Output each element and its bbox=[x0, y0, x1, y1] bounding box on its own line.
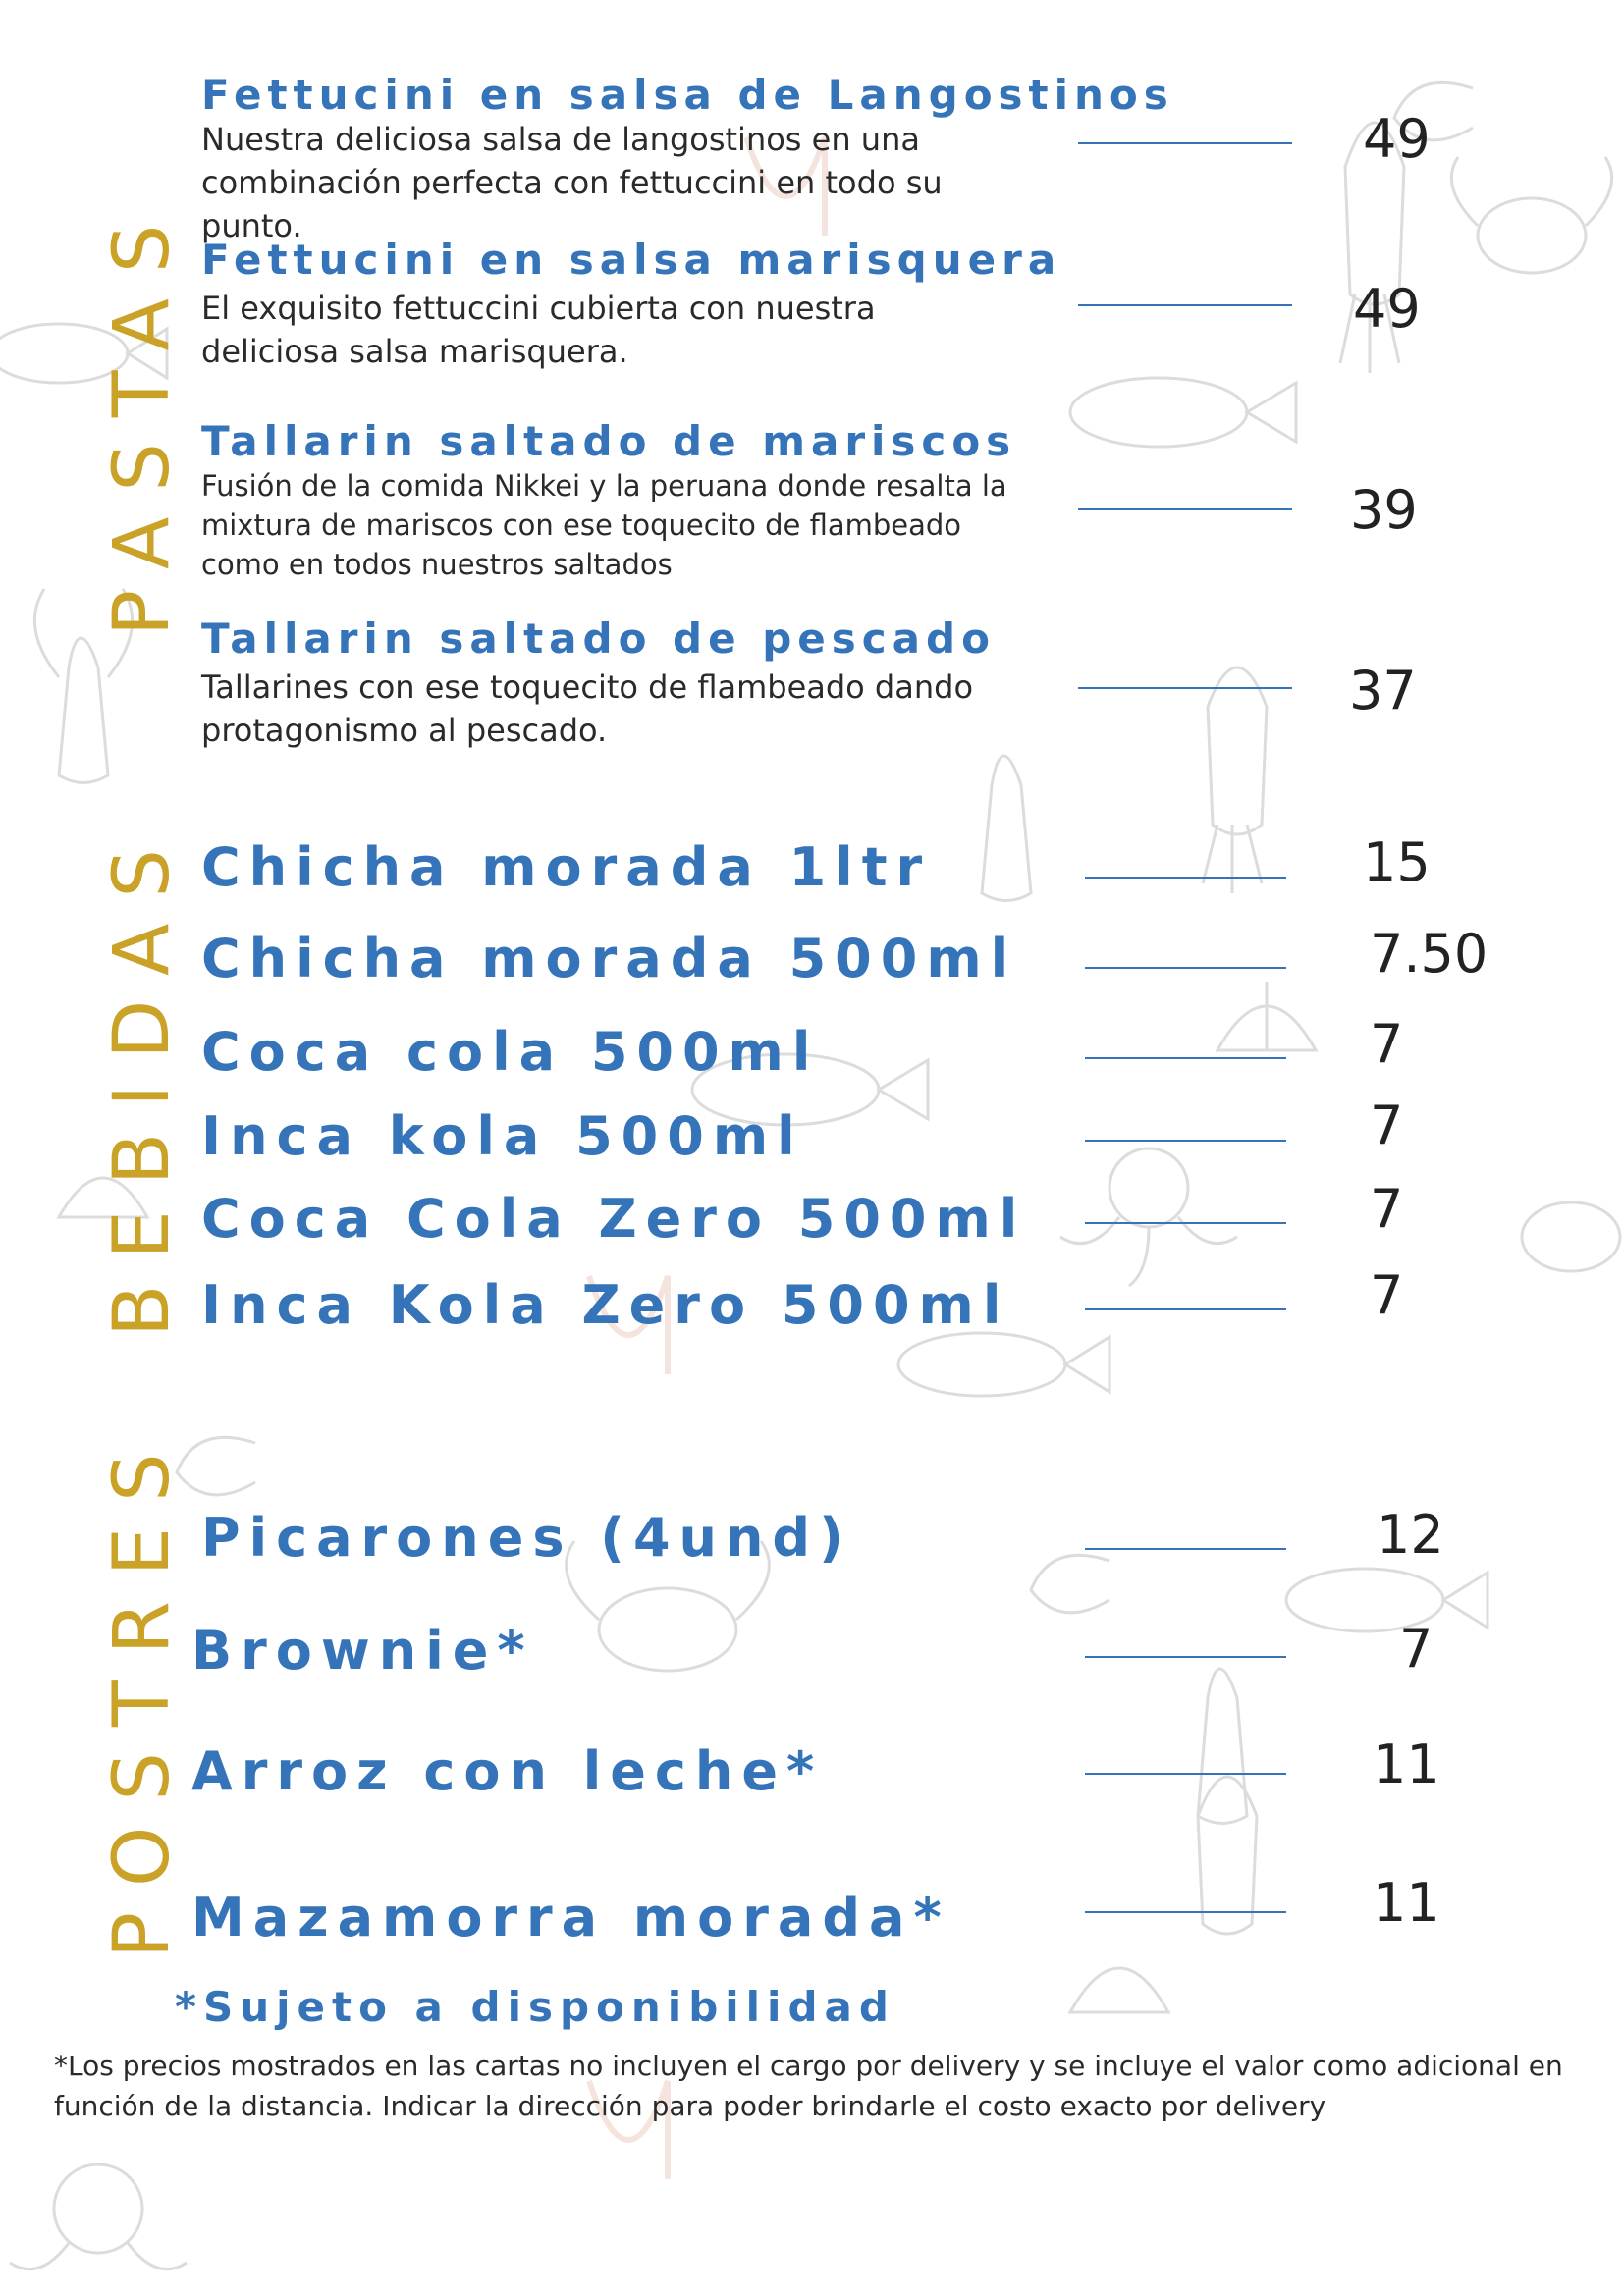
dessert-price: 12 bbox=[1377, 1504, 1444, 1566]
dish-name: Tallarin saltado de mariscos bbox=[201, 417, 1017, 465]
shell-icon bbox=[1217, 982, 1316, 1050]
price-leader-line bbox=[1085, 1222, 1286, 1224]
octopus-icon bbox=[10, 2164, 187, 2269]
dish-name: Fettucini en salsa de Langostinos bbox=[201, 71, 1174, 119]
dish-name: Tallarin saltado de pescado bbox=[201, 614, 996, 663]
dish-price: 49 bbox=[1353, 278, 1421, 340]
price-leader-line bbox=[1085, 967, 1286, 969]
dessert-name: Picarones (4und) bbox=[201, 1507, 852, 1569]
price-leader-line bbox=[1085, 1911, 1286, 1913]
fish-icon bbox=[1286, 1569, 1488, 1631]
drink-price: 15 bbox=[1363, 831, 1431, 893]
price-leader-line bbox=[1085, 1308, 1286, 1310]
dish-description: Fusión de la comida Nikkei y la peruana donde resalta la mixtura de mariscos con ese toquecito de flambeado como en todos nuestros saltados bbox=[201, 469, 1007, 581]
dish-description: Tallarines con ese toquecito de flambeado dando protagonismo al pescado. bbox=[201, 668, 974, 749]
shrimp-icon bbox=[1031, 1555, 1109, 1613]
section-label-bebidas: BEBIDAS bbox=[98, 824, 187, 1337]
octopus-icon bbox=[1060, 1148, 1237, 1286]
crab-icon bbox=[1451, 157, 1611, 273]
price-leader-line bbox=[1078, 304, 1292, 306]
fish-icon bbox=[1070, 378, 1296, 447]
drink-name: Coca cola 500ml bbox=[201, 1021, 820, 1083]
section-label-postres: POSTRES bbox=[98, 1427, 187, 1958]
shell-icon bbox=[1070, 1968, 1168, 2012]
dish-description: El exquisito fettuccini cubierta con nuestra deliciosa salsa marisquera. bbox=[201, 290, 876, 370]
dish-price: 39 bbox=[1350, 479, 1418, 541]
shrimp-icon bbox=[177, 1437, 255, 1495]
dessert-price: 11 bbox=[1373, 1872, 1440, 1934]
squid-icon bbox=[1203, 667, 1267, 893]
dessert-name: Brownie* bbox=[191, 1620, 534, 1682]
dessert-name: Mazamorra morada* bbox=[191, 1887, 950, 1949]
price-leader-line bbox=[1085, 1656, 1286, 1658]
drink-price: 7 bbox=[1370, 1095, 1404, 1156]
lobster-icon bbox=[982, 756, 1031, 901]
dish-description: Nuestra deliciosa salsa de langostinos en una combinación perfecta con fettuccini en todo su punto. bbox=[201, 121, 943, 244]
price-leader-line bbox=[1085, 1140, 1286, 1142]
availability-note: *Sujeto a disponibilidad bbox=[175, 1983, 895, 2031]
drink-name: Inca kola 500ml bbox=[201, 1105, 804, 1167]
dish-price: 37 bbox=[1349, 660, 1417, 721]
dessert-price: 11 bbox=[1373, 1734, 1440, 1795]
drink-name: Chicha morada 1ltr bbox=[201, 836, 932, 898]
drink-price: 7 bbox=[1370, 1264, 1404, 1326]
price-leader-line bbox=[1085, 1773, 1286, 1775]
price-leader-line bbox=[1085, 1548, 1286, 1550]
price-leader-line bbox=[1085, 877, 1286, 879]
section-label-pastas: PASTAS bbox=[98, 198, 187, 636]
dessert-name: Arroz con leche* bbox=[191, 1740, 824, 1802]
drink-name: Inca Kola Zero 500ml bbox=[201, 1274, 1010, 1336]
fish-icon bbox=[898, 1333, 1109, 1396]
squid-icon bbox=[1198, 1777, 1257, 1934]
dish-price: 49 bbox=[1363, 108, 1431, 170]
delivery-footnote: *Los precios mostrados en las cartas no incluyen el cargo por delivery y se incluye el valor como adicional en función de la distancia. Indicar la dirección para poder brindarle el costo exacto por delivery bbox=[54, 2050, 1563, 2122]
price-leader-line bbox=[1078, 142, 1292, 144]
drink-name: Coca Cola Zero 500ml bbox=[201, 1188, 1027, 1250]
dessert-price: 7 bbox=[1399, 1618, 1434, 1680]
price-leader-line bbox=[1078, 508, 1292, 510]
crab-icon bbox=[1522, 1202, 1620, 1271]
drink-price: 7 bbox=[1370, 1013, 1404, 1075]
drink-price: 7 bbox=[1370, 1178, 1404, 1240]
drink-price: 7.50 bbox=[1370, 923, 1488, 985]
drink-name: Chicha morada 500ml bbox=[201, 928, 1018, 989]
price-leader-line bbox=[1078, 687, 1292, 689]
dish-name: Fettucini en salsa marisquera bbox=[201, 236, 1062, 284]
price-leader-line bbox=[1085, 1057, 1286, 1059]
